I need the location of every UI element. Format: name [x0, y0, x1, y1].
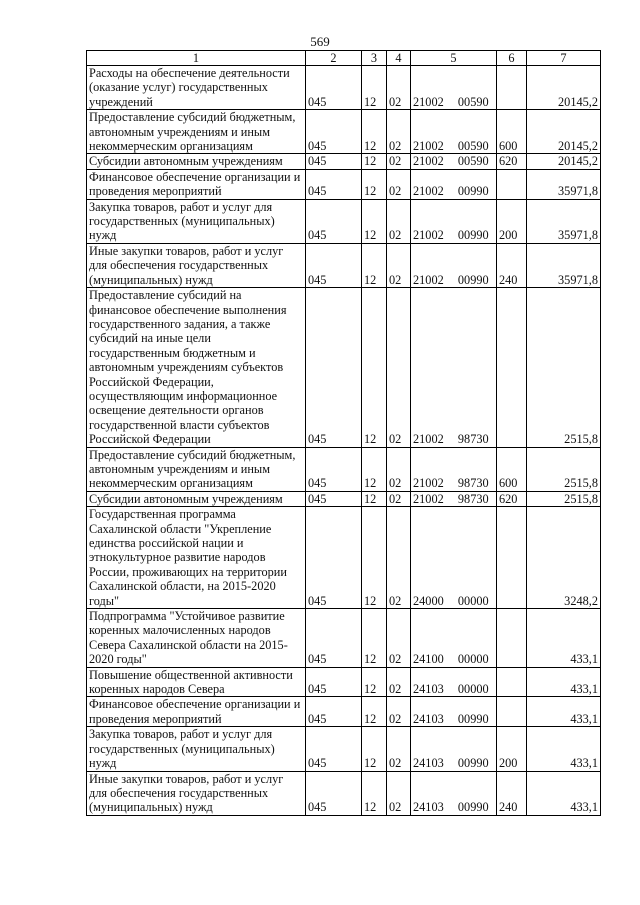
- amount-cell: 433,1: [527, 727, 601, 771]
- target-article-cell: 24103 00990: [411, 697, 497, 727]
- amount-cell: 35971,8: [527, 199, 601, 243]
- subsection-code-cell: 02: [387, 199, 411, 243]
- table-row: [87, 667, 601, 697]
- row-name-cell: Предоставление субсидий бюджетным, автономным учреждениям и иным некоммерческим организациям: [87, 447, 306, 491]
- ministry-code-cell: 045: [306, 154, 362, 169]
- expense-type-cell: [497, 66, 527, 110]
- amount-cell: 35971,8: [527, 169, 601, 199]
- subsection-code-cell: 02: [387, 243, 411, 287]
- target-article-cell: 21002 00990: [411, 169, 497, 199]
- ministry-code-cell: 045: [306, 199, 362, 243]
- row-name-cell: Субсидии автономным учреждениям: [87, 491, 306, 506]
- target-article-cell: 21002 00990: [411, 199, 497, 243]
- column-header-2: 2: [306, 51, 362, 66]
- ministry-code-cell: 045: [306, 727, 362, 771]
- amount-cell: 20145,2: [527, 110, 601, 154]
- target-article-cell: 21002 00590: [411, 110, 497, 154]
- header-row: [87, 51, 601, 66]
- subsection-code-cell: 02: [387, 110, 411, 154]
- subsection-code-cell: 02: [387, 169, 411, 199]
- row-name-cell: Иные закупки товаров, работ и услуг для обеспечения государственных (муниципальных) нужд: [87, 243, 306, 287]
- target-article-cell: 21002 00990: [411, 243, 497, 287]
- amount-cell: 3248,2: [527, 507, 601, 609]
- target-article-cell: 21002 00590: [411, 154, 497, 169]
- subsection-code-cell: 02: [387, 771, 411, 815]
- amount-cell: 433,1: [527, 609, 601, 668]
- expense-type-cell: [497, 169, 527, 199]
- section-code-cell: 12: [362, 66, 387, 110]
- section-code-cell: 12: [362, 199, 387, 243]
- section-code-cell: 12: [362, 154, 387, 169]
- amount-cell: 2515,8: [527, 447, 601, 491]
- row-name-cell: Иные закупки товаров, работ и услуг для обеспечения государственных (муниципальных) нужд: [87, 771, 306, 815]
- table-row: [87, 507, 601, 609]
- amount-cell: 2515,8: [527, 491, 601, 506]
- subsection-code-cell: 02: [387, 507, 411, 609]
- expense-type-cell: [497, 667, 527, 697]
- column-header-4: 4: [387, 51, 411, 66]
- section-code-cell: 12: [362, 697, 387, 727]
- section-code-cell: 12: [362, 243, 387, 287]
- section-code-cell: 12: [362, 169, 387, 199]
- ministry-code-cell: 045: [306, 697, 362, 727]
- section-code-cell: 12: [362, 288, 387, 447]
- row-name-cell: Финансовое обеспечение организации и проведения мероприятий: [87, 697, 306, 727]
- expense-type-cell: 240: [497, 771, 527, 815]
- section-code-cell: 12: [362, 491, 387, 506]
- ministry-code-cell: 045: [306, 288, 362, 447]
- section-code-cell: 12: [362, 609, 387, 668]
- expense-type-cell: 600: [497, 447, 527, 491]
- ministry-code-cell: 045: [306, 169, 362, 199]
- subsection-code-cell: 02: [387, 288, 411, 447]
- expense-type-cell: [497, 609, 527, 668]
- row-name-cell: Подпрограмма "Устойчивое развитие коренных малочисленных народов Севера Сахалинской области на 2015-2020 годы": [87, 609, 306, 668]
- amount-cell: 2515,8: [527, 288, 601, 447]
- amount-cell: 433,1: [527, 667, 601, 697]
- table-row: [87, 243, 601, 287]
- ministry-code-cell: 045: [306, 771, 362, 815]
- row-name-cell: Повышение общественной активности коренных народов Севера: [87, 667, 306, 697]
- subsection-code-cell: 02: [387, 154, 411, 169]
- subsection-code-cell: 02: [387, 697, 411, 727]
- subsection-code-cell: 02: [387, 667, 411, 697]
- section-code-cell: 12: [362, 727, 387, 771]
- row-name-cell: Расходы на обеспечение деятельности (оказание услуг) государственных учреждений: [87, 66, 306, 110]
- target-article-cell: 21002 98730: [411, 491, 497, 506]
- amount-cell: 433,1: [527, 697, 601, 727]
- row-name-cell: Предоставление субсидий бюджетным, автономным учреждениям и иным некоммерческим организациям: [87, 110, 306, 154]
- row-name-cell: Государственная программа Сахалинской области "Укрепление единства российской нации и этнокультурное развитие народов России, проживающих на территории Сахалинской области, на 2015-2020 годы": [87, 507, 306, 609]
- row-name-cell: Закупка товаров, работ и услуг для государственных (муниципальных) нужд: [87, 727, 306, 771]
- expense-type-cell: 200: [497, 199, 527, 243]
- budget-table: [86, 50, 601, 816]
- section-code-cell: 12: [362, 667, 387, 697]
- ministry-code-cell: 045: [306, 491, 362, 506]
- amount-cell: 20145,2: [527, 66, 601, 110]
- page-number: 569: [310, 34, 330, 49]
- expense-type-cell: [497, 288, 527, 447]
- subsection-code-cell: 02: [387, 447, 411, 491]
- amount-cell: 433,1: [527, 771, 601, 815]
- subsection-code-cell: 02: [387, 727, 411, 771]
- target-article-cell: 24103 00990: [411, 727, 497, 771]
- subsection-code-cell: 02: [387, 609, 411, 668]
- table-row: [87, 288, 601, 447]
- column-header-3: 3: [362, 51, 387, 66]
- ministry-code-cell: 045: [306, 667, 362, 697]
- table-row: [87, 66, 601, 110]
- row-name-cell: Предоставление субсидий на финансовое обеспечение выполнения государственного задания, а также субсидий на иные цели государственным бюджетным и автономным учреждениям субъектов Российской Федерации, осуществляющим информационное освещение деятельности органов государственной власти субъектов Российской Федерации: [87, 288, 306, 447]
- table-row: [87, 154, 601, 169]
- expense-type-cell: 620: [497, 154, 527, 169]
- table-row: [87, 199, 601, 243]
- target-article-cell: 21002 00590: [411, 66, 497, 110]
- table-row: [87, 727, 601, 771]
- target-article-cell: 21002 98730: [411, 447, 497, 491]
- ministry-code-cell: 045: [306, 507, 362, 609]
- ministry-code-cell: 045: [306, 66, 362, 110]
- expense-type-cell: 240: [497, 243, 527, 287]
- target-article-cell: 21002 98730: [411, 288, 497, 447]
- target-article-cell: 24103 00000: [411, 667, 497, 697]
- section-code-cell: 12: [362, 771, 387, 815]
- subsection-code-cell: 02: [387, 491, 411, 506]
- table-row: [87, 697, 601, 727]
- column-header-7: 7: [527, 51, 601, 66]
- amount-cell: 20145,2: [527, 154, 601, 169]
- ministry-code-cell: 045: [306, 609, 362, 668]
- section-code-cell: 12: [362, 507, 387, 609]
- table-row: [87, 609, 601, 668]
- section-code-cell: 12: [362, 110, 387, 154]
- section-code-cell: 12: [362, 447, 387, 491]
- row-name-cell: Закупка товаров, работ и услуг для государственных (муниципальных) нужд: [87, 199, 306, 243]
- subsection-code-cell: 02: [387, 66, 411, 110]
- row-name-cell: Субсидии автономным учреждениям: [87, 154, 306, 169]
- expense-type-cell: 620: [497, 491, 527, 506]
- table-row: [87, 110, 601, 154]
- column-header-6: 6: [497, 51, 527, 66]
- expense-type-cell: 600: [497, 110, 527, 154]
- expense-type-cell: [497, 507, 527, 609]
- table-row: [87, 447, 601, 491]
- table-row: [87, 491, 601, 506]
- target-article-cell: 24103 00990: [411, 771, 497, 815]
- row-name-cell: Финансовое обеспечение организации и проведения мероприятий: [87, 169, 306, 199]
- column-header-1: 1: [87, 51, 306, 66]
- target-article-cell: 24100 00000: [411, 609, 497, 668]
- expense-type-cell: 200: [497, 727, 527, 771]
- table-row: [87, 771, 601, 815]
- table-row: [87, 169, 601, 199]
- column-header-5: 5: [411, 51, 497, 66]
- ministry-code-cell: 045: [306, 243, 362, 287]
- expense-type-cell: [497, 697, 527, 727]
- ministry-code-cell: 045: [306, 110, 362, 154]
- amount-cell: 35971,8: [527, 243, 601, 287]
- ministry-code-cell: 045: [306, 447, 362, 491]
- target-article-cell: 24000 00000: [411, 507, 497, 609]
